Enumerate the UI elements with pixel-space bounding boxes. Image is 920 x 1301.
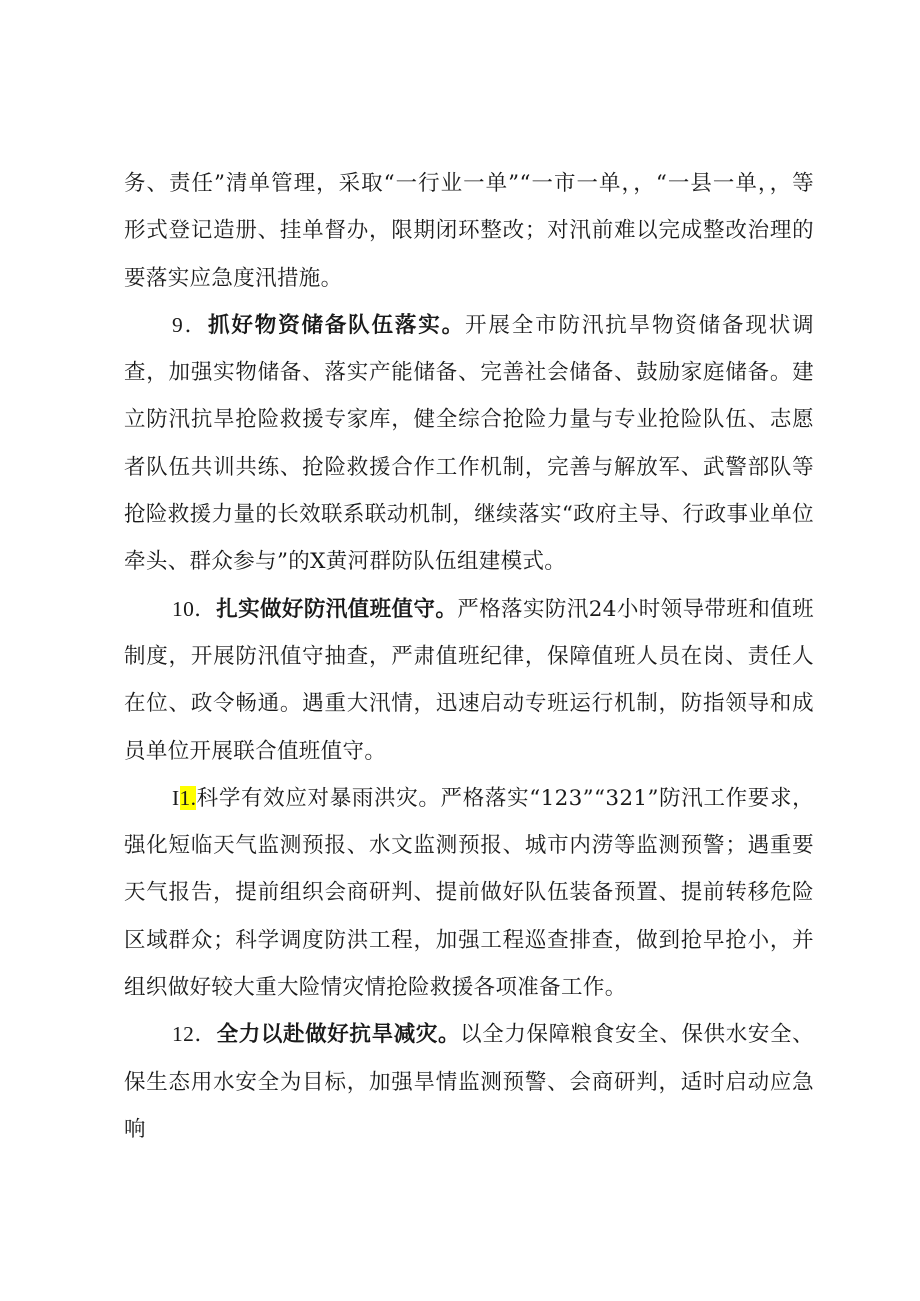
paragraph-9 [124, 302, 814, 586]
paragraph-8-continuation [124, 160, 814, 302]
paragraph-heading: 抓好物资储备队伍落实。 [207, 312, 466, 338]
paragraph-body: 严格落实防汛24小时领导带班和值班制度，开展防汛值守抽查，严肃值班纪律，保障值班人员在岗、责任人在位、政令畅通。遇重大汛情，迅速启动专班运行机制，防指领导和成员单位开展联合值班值守。 [124, 596, 814, 764]
paragraph-body: 开展全市防汛抗旱物资储备现状调查，加强实物储备、落实产能储备、完善社会储备、鼓励家庭储备。建立防汛抗旱抢险救援专家库，健全综合抢险力量与专业抢险队伍、志愿者队伍共训共练、抢险救援合作工作机制，完善与解放军、武警部队等抢险救援力量的长效联系联动机制，继续落实“政府主导、行政事业单位牵头、群众参与”的X黄河群防队伍组建模式。 [124, 312, 814, 575]
paragraph-10 [124, 586, 814, 775]
paragraph-number-prefix: I [172, 785, 180, 810]
paragraph-number: 12． [172, 1022, 217, 1047]
paragraph-body: 务、责任”清单管理，采取“一行业一单”“一市一单，，“一县一单，，等形式登记造册、挂单督办，限期闭环整改；对汛前难以完成整改治理的要落实应急度汛措施。 [124, 171, 814, 291]
document-page [124, 160, 814, 1153]
paragraph-number: 10． [172, 596, 217, 621]
paragraph-heading: 全力以赴做好抗旱减灾。 [216, 1022, 461, 1048]
paragraph-body: 科学有效应对暴雨洪灾。严格落实“123”“321”防汛工作要求，强化短临天气监测预报、水文监测预报、城市内涝等监测预警；遇重要天气报告，提前组织会商研判、提前做好队伍装备预置、提前转移危险区域群众；科学调度防洪工程，加强工程巡查排查，做到抢早抢小，并组织做好较大重大险情灾情抢险救援各项准备工作。 [124, 785, 814, 1001]
paragraph-number: 9． [172, 312, 208, 337]
highlighted-number: 1. [179, 785, 197, 810]
paragraph-body: 以全力保障粮食安全、保供水安全、保生态用水安全为目标，加强旱情监测预警、会商研判，适时启动应急响 [124, 1022, 814, 1142]
paragraph-heading: 扎实做好防汛值班值守。 [216, 596, 458, 622]
paragraph-11 [124, 775, 814, 1011]
paragraph-12 [124, 1011, 814, 1153]
